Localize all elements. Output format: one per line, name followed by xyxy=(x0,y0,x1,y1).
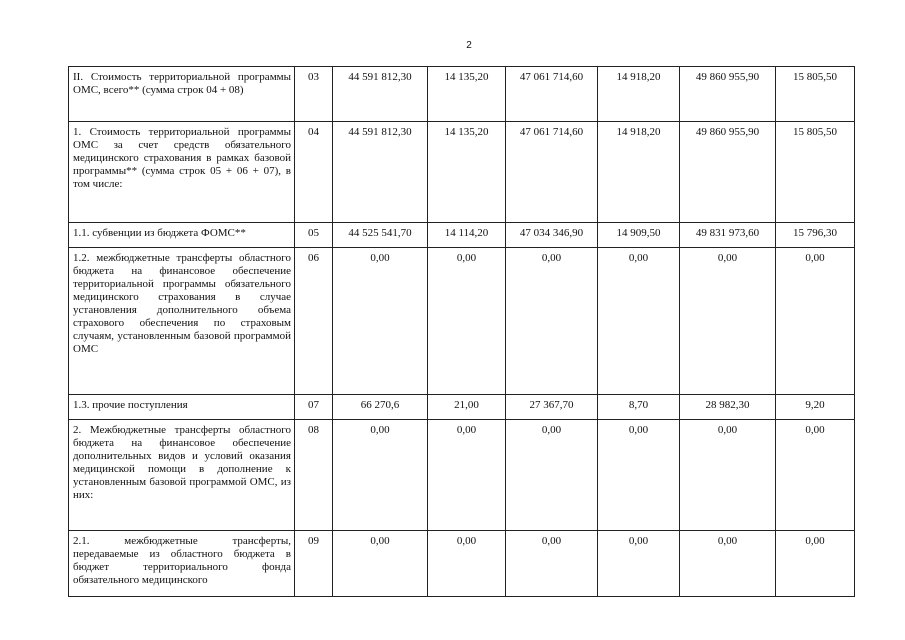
row-value: 14 114,20 xyxy=(428,223,506,248)
row-label: 2.1. межбюджетные трансферты, передаваемые из областного бюджета в бюджет территориального фонда обязательного медицинского xyxy=(69,531,295,597)
row-value: 0,00 xyxy=(428,531,506,597)
row-value: 14 135,20 xyxy=(428,67,506,122)
row-value: 0,00 xyxy=(506,420,598,531)
row-value: 47 034 346,90 xyxy=(506,223,598,248)
row-value: 0,00 xyxy=(680,420,776,531)
row-value: 47 061 714,60 xyxy=(506,67,598,122)
row-value: 0,00 xyxy=(776,531,855,597)
table-row xyxy=(69,395,855,420)
row-value: 44 525 541,70 xyxy=(333,223,428,248)
row-label: 1.3. прочие поступления xyxy=(69,395,295,420)
row-label: 1.2. межбюджетные трансферты областного бюджета на финансовое обеспечение территориальной программы обязательного медицинского страхования в случае установления дополнительного объема страхового обеспечения по страховым случаям, установленным базовой программой ОМС xyxy=(69,248,295,395)
table-row xyxy=(69,531,855,597)
row-value: 15 805,50 xyxy=(776,67,855,122)
row-value: 0,00 xyxy=(333,531,428,597)
row-value: 49 831 973,60 xyxy=(680,223,776,248)
row-value: 0,00 xyxy=(428,420,506,531)
row-value: 0,00 xyxy=(598,248,680,395)
row-label: 2. Межбюджетные трансферты областного бюджета на финансовое обеспечение дополнительных видов и условий оказания медицинской помощи в дополнение к установленным базовой программой ОМС, из них: xyxy=(69,420,295,531)
row-code: 07 xyxy=(295,395,333,420)
row-value: 14 135,20 xyxy=(428,122,506,223)
page-number: 2 xyxy=(466,40,472,51)
table-row xyxy=(69,248,855,395)
row-code: 09 xyxy=(295,531,333,597)
row-value: 0,00 xyxy=(333,420,428,531)
row-value: 0,00 xyxy=(428,248,506,395)
row-value: 28 982,30 xyxy=(680,395,776,420)
table-row xyxy=(69,420,855,531)
row-value: 15 805,50 xyxy=(776,122,855,223)
row-code: 04 xyxy=(295,122,333,223)
row-value: 44 591 812,30 xyxy=(333,67,428,122)
row-label: 1.1. субвенции из бюджета ФОМС** xyxy=(69,223,295,248)
row-value: 14 918,20 xyxy=(598,67,680,122)
row-value: 44 591 812,30 xyxy=(333,122,428,223)
row-value: 8,70 xyxy=(598,395,680,420)
row-code: 03 xyxy=(295,67,333,122)
row-code: 06 xyxy=(295,248,333,395)
row-value: 0,00 xyxy=(333,248,428,395)
row-value: 0,00 xyxy=(776,248,855,395)
row-value: 9,20 xyxy=(776,395,855,420)
row-value: 14 909,50 xyxy=(598,223,680,248)
row-code: 08 xyxy=(295,420,333,531)
table-row xyxy=(69,67,855,122)
row-value: 21,00 xyxy=(428,395,506,420)
row-value: 15 796,30 xyxy=(776,223,855,248)
row-value: 0,00 xyxy=(598,531,680,597)
table-row xyxy=(69,122,855,223)
row-code: 05 xyxy=(295,223,333,248)
row-value: 47 061 714,60 xyxy=(506,122,598,223)
row-value: 66 270,6 xyxy=(333,395,428,420)
row-value: 0,00 xyxy=(506,531,598,597)
row-value: 27 367,70 xyxy=(506,395,598,420)
table-row xyxy=(69,223,855,248)
row-value: 0,00 xyxy=(598,420,680,531)
row-value: 49 860 955,90 xyxy=(680,122,776,223)
row-label: 1. Стоимость территориальной программы ОМС за счет средств обязательного медицинского страхования в рамках базовой программы** (сумма строк 05 + 06 + 07), в том числе: xyxy=(69,122,295,223)
row-value: 0,00 xyxy=(776,420,855,531)
row-label: II. Стоимость территориальной программы ОМС, всего** (сумма строк 04 + 08) xyxy=(69,67,295,122)
row-value: 0,00 xyxy=(680,248,776,395)
row-value: 14 918,20 xyxy=(598,122,680,223)
budget-table xyxy=(68,66,855,597)
row-value: 49 860 955,90 xyxy=(680,67,776,122)
row-value: 0,00 xyxy=(680,531,776,597)
row-value: 0,00 xyxy=(506,248,598,395)
